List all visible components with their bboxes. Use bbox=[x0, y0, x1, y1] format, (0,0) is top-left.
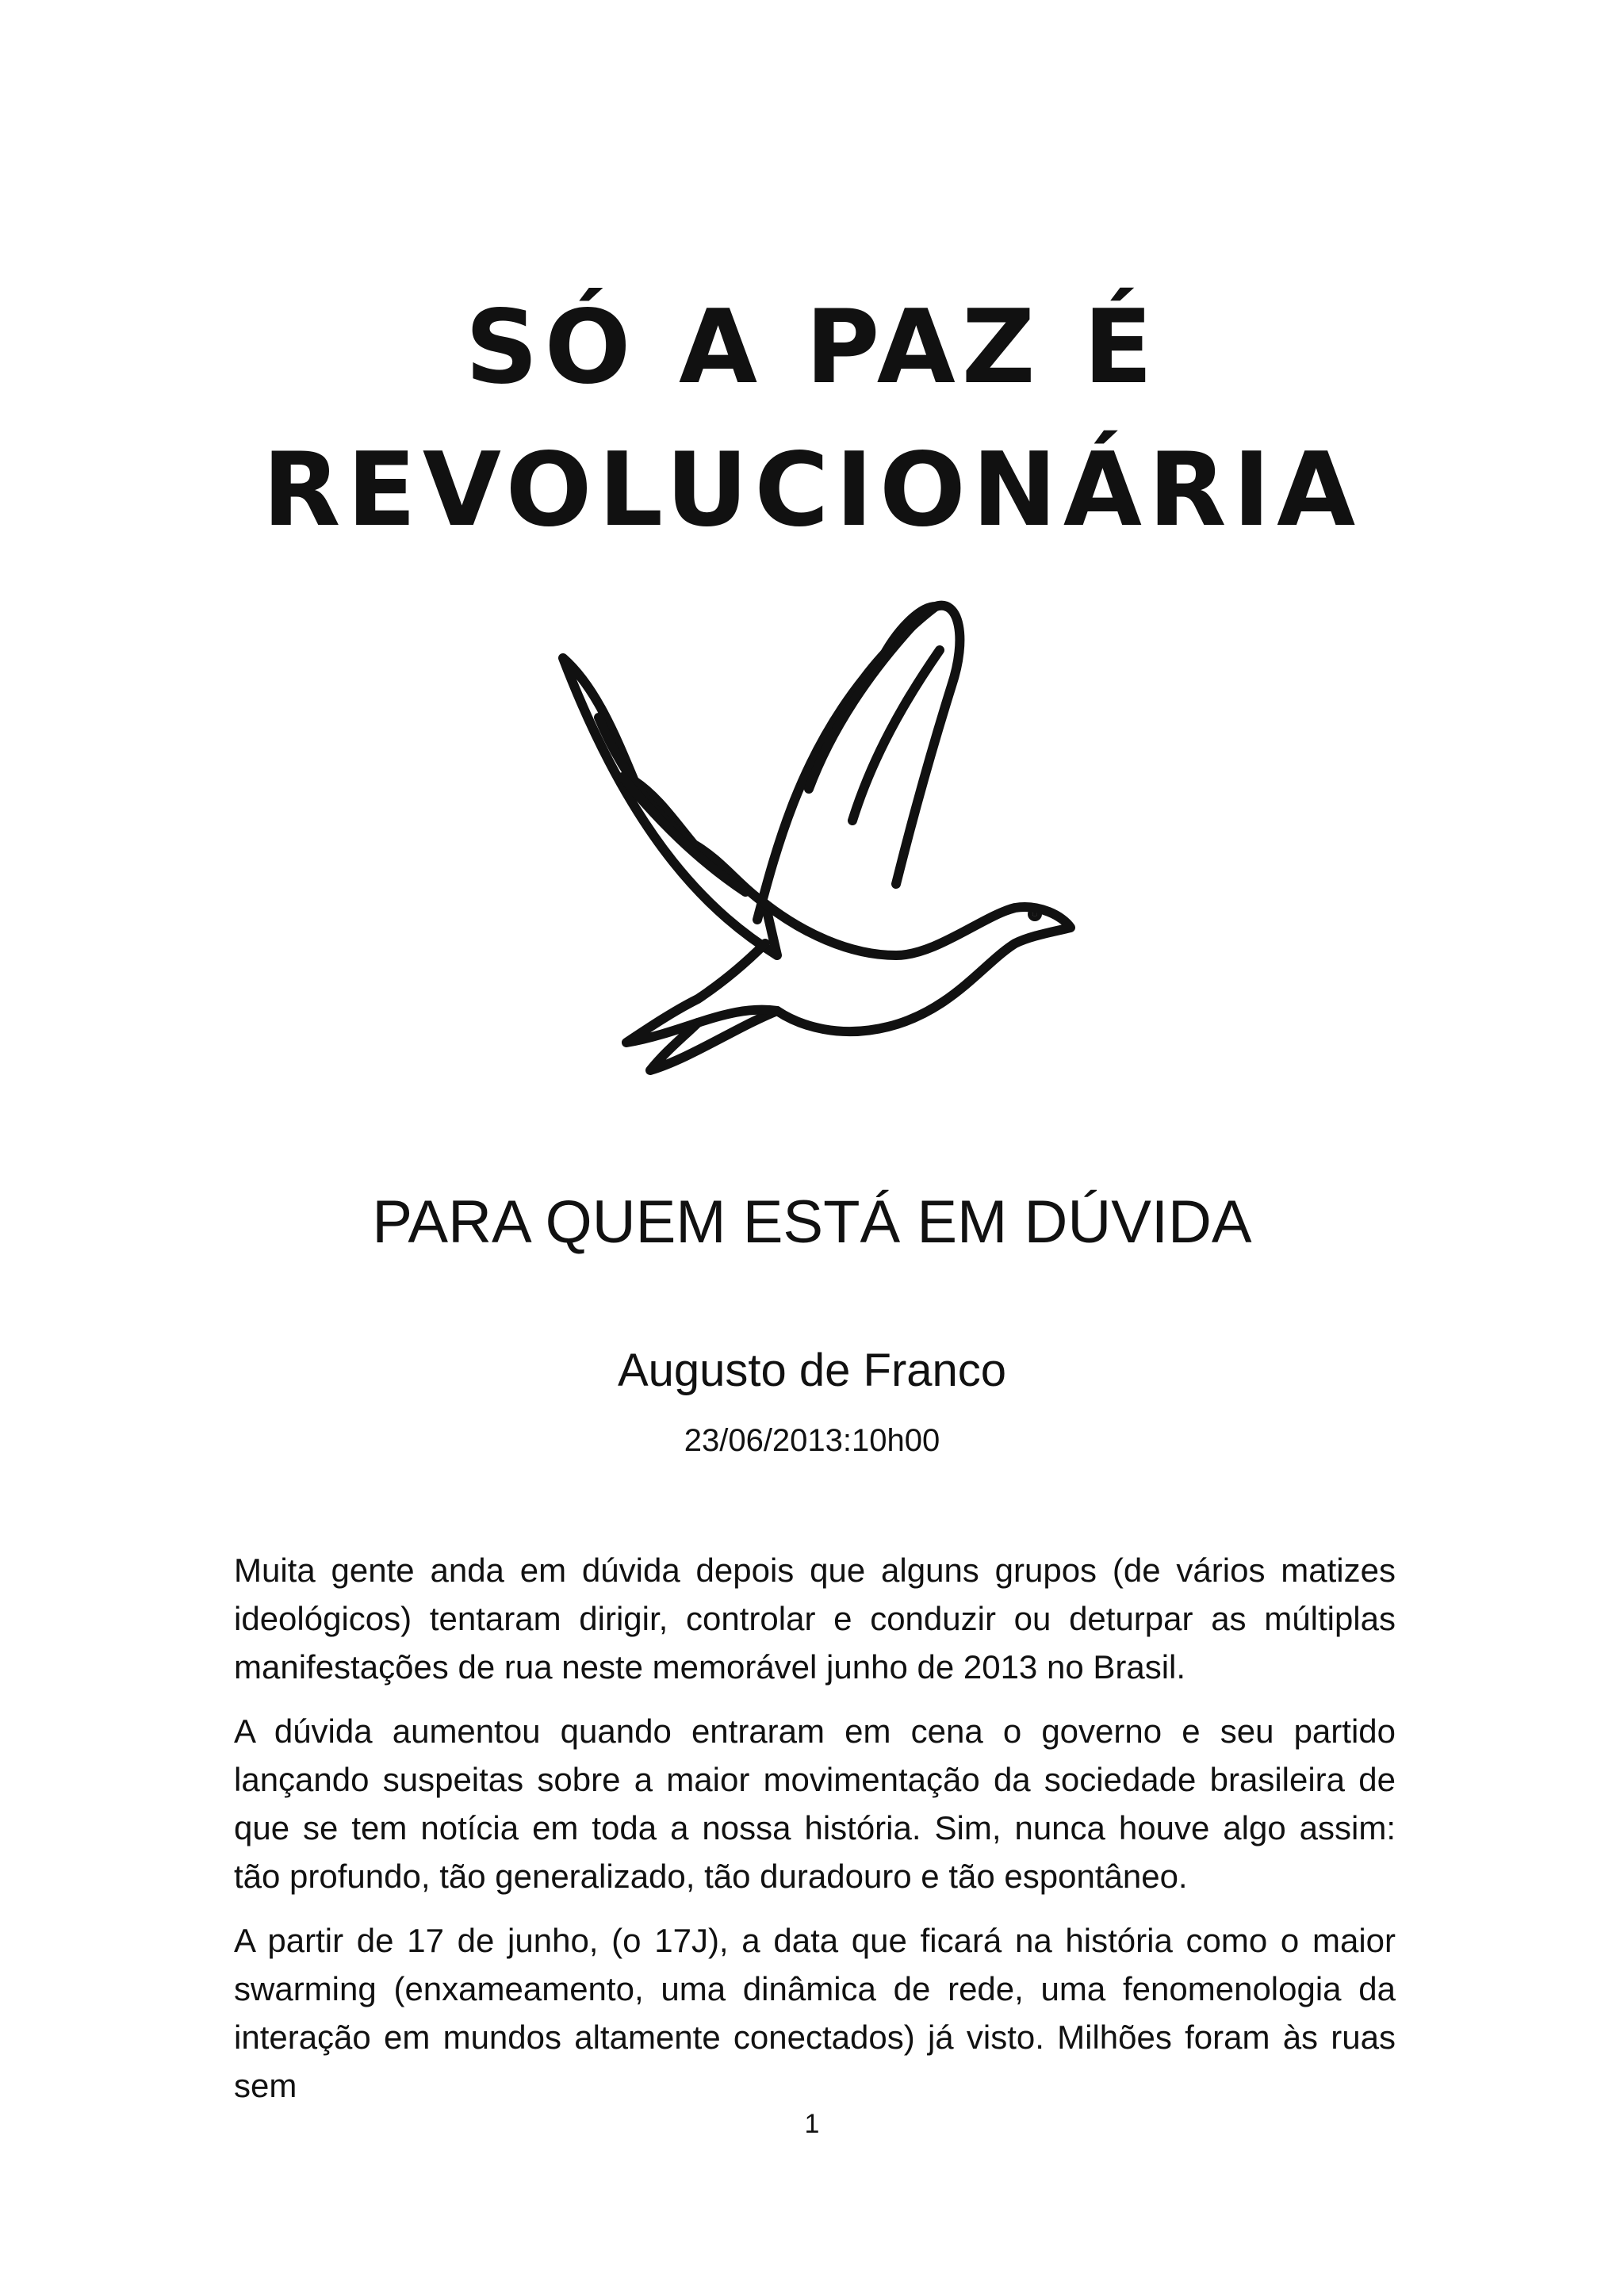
document-subtitle: PARA QUEM ESTÁ EM DÚVIDA bbox=[372, 1188, 1252, 1256]
banner-title-line-1: SÓ A PAZ É bbox=[465, 289, 1159, 407]
page-number: 1 bbox=[804, 2109, 820, 2139]
document-body bbox=[234, 1546, 1396, 2126]
banner-title-line-2: REVOLUCIONÁRIA bbox=[262, 431, 1362, 549]
paragraph: A dúvida aumentou quando entraram em cena o governo e seu partido lançando suspeitas sobre a maior movimentação da sociedade brasileira de que se tem notícia em toda a nossa história. Sim, nunca houve algo assim: tão profundo, tão generalizado, tão duradouro e tão espontâneo. bbox=[234, 1712, 1396, 1895]
paragraph: A partir de 17 de junho, (o 17J), a data que ficará na história como o maior swarming (enxameamento, uma dinâmica de rede, uma fenomenologia da interação em mundos altamente conectados) já visto. Milhões foram às ruas sem bbox=[234, 1922, 1396, 2104]
dove-icon bbox=[539, 583, 1078, 1090]
author-name: Augusto de Franco bbox=[617, 1345, 1007, 1396]
publication-date: 23/06/2013:10h00 bbox=[684, 1423, 940, 1458]
paragraph: Muita gente anda em dúvida depois que alguns grupos (de vários matizes ideológicos) tentaram dirigir, controlar e conduzir ou deturpar as múltiplas manifestações de rua neste memorável junho de 2013 no Brasil. bbox=[234, 1552, 1396, 1686]
